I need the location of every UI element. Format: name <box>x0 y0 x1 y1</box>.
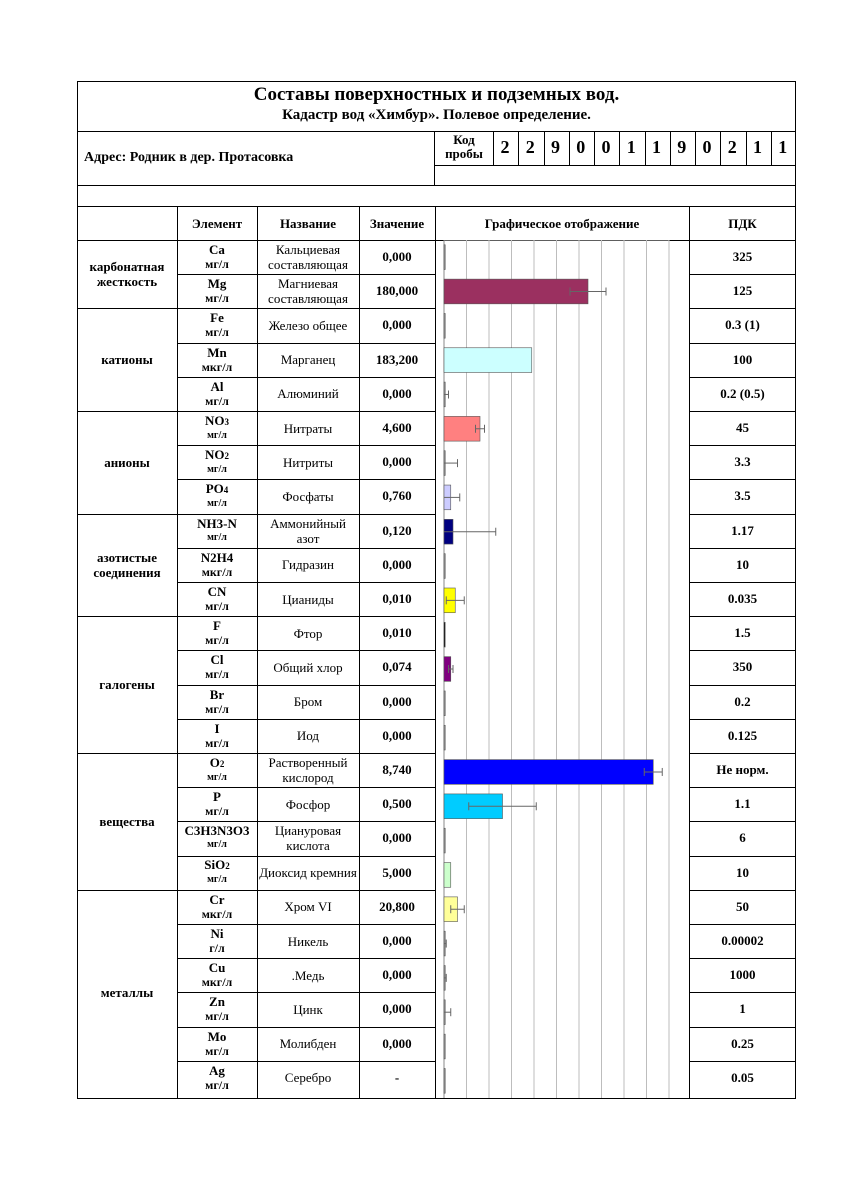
element-symbol <box>177 308 257 342</box>
bar-Ag <box>444 1068 445 1093</box>
bar-Br <box>444 691 445 716</box>
element-formula <box>211 653 224 667</box>
bar-I <box>444 725 445 750</box>
element-symbol <box>177 240 257 274</box>
element-formula <box>214 722 219 736</box>
rule <box>594 131 595 165</box>
rule <box>720 131 721 165</box>
element-symbol <box>177 548 257 582</box>
element-unit: мг/л <box>205 257 229 272</box>
element-symbol <box>177 924 257 958</box>
element-pdk: 45 <box>736 420 749 436</box>
bar-Mn <box>444 348 532 373</box>
element-unit: мкг/л <box>201 975 233 990</box>
rule <box>77 131 796 132</box>
element-formula-text: SiO <box>204 857 226 873</box>
element-unit: мг/л <box>207 839 227 851</box>
element-symbol <box>177 514 257 548</box>
rule <box>435 165 796 166</box>
element-value: 0,000 <box>382 249 412 265</box>
element-value: 5,000 <box>382 864 412 880</box>
element-symbol <box>177 582 257 616</box>
element-unit: мг/л <box>207 874 227 886</box>
element-pdk: 10 <box>736 864 749 880</box>
element-symbol <box>177 787 257 821</box>
element-value: 0,074 <box>382 659 412 675</box>
element-name: Цинк <box>293 1001 323 1017</box>
element-symbol <box>177 685 257 719</box>
element-pdk: 100 <box>732 351 753 367</box>
element-name: Молибден <box>279 1036 337 1052</box>
bar-O2 <box>444 760 653 785</box>
code-digit: 2 <box>500 137 510 157</box>
element-unit: мг/л <box>205 1043 229 1058</box>
element-symbol <box>177 479 257 513</box>
element-symbol <box>177 958 257 992</box>
group-label: металлы <box>100 984 154 1000</box>
element-unit: мг/л <box>205 1077 229 1092</box>
rule <box>746 131 747 165</box>
element-unit: мкг/л <box>201 564 233 579</box>
element-formula <box>210 311 224 325</box>
element-symbol <box>177 377 257 411</box>
element-unit: мг/л <box>207 771 227 783</box>
element-unit: мг/л <box>207 531 227 543</box>
element-formula <box>204 858 229 873</box>
element-formula <box>185 824 250 838</box>
bar-Mo <box>444 1034 445 1059</box>
element-formula <box>210 756 225 771</box>
element-value: 180,000 <box>375 283 419 299</box>
bar-Ca <box>444 245 445 270</box>
element-value: 0,000 <box>382 967 412 983</box>
col-pdk: ПДК <box>728 216 757 231</box>
rule <box>544 131 545 165</box>
code-label <box>435 133 493 161</box>
group-label: вещества <box>99 813 155 829</box>
element-formula <box>208 1030 227 1044</box>
element-formula <box>211 927 224 941</box>
group-label: катионы <box>101 352 153 368</box>
element-symbol <box>177 821 257 855</box>
element-name: Общий хлор <box>273 659 343 675</box>
element-name: Алюминий <box>277 386 339 402</box>
col-element: Элемент <box>191 216 243 231</box>
rule <box>569 131 570 165</box>
element-formula-text: Cu <box>208 960 226 976</box>
element-name: Серебро <box>284 1070 332 1086</box>
element-subscript: 2 <box>219 758 225 769</box>
element-pdk: 125 <box>732 283 753 299</box>
element-symbol <box>177 343 257 377</box>
element-symbol <box>177 992 257 1026</box>
element-pdk: 50 <box>736 898 749 914</box>
element-formula <box>207 346 227 360</box>
element-formula-text: PO <box>205 480 224 496</box>
code-digit: 2 <box>525 137 535 157</box>
element-unit: мкг/л <box>201 359 233 374</box>
element-name: Фтор <box>293 625 323 641</box>
element-symbol <box>177 274 257 308</box>
element-pdk: Не норм. <box>716 762 769 778</box>
element-formula-text: NO <box>205 446 225 462</box>
bar-SiO2 <box>444 863 451 888</box>
rule <box>619 131 620 165</box>
element-symbol <box>177 445 257 479</box>
element-value: 0,000 <box>382 454 412 470</box>
element-formula-text: CN <box>207 584 227 600</box>
element-formula <box>209 893 224 907</box>
element-subscript: 2 <box>224 450 229 461</box>
element-pdk: 0.035 <box>727 591 758 607</box>
element-value: 0,010 <box>382 625 412 641</box>
code-digit: 9 <box>551 137 560 157</box>
element-unit: мг/л <box>205 667 229 682</box>
element-formula <box>209 961 226 975</box>
bar-F <box>444 622 445 647</box>
element-pdk: 0.25 <box>731 1035 754 1051</box>
element-formula-text: Ag <box>209 1062 225 1078</box>
element-formula-text: Ni <box>210 926 224 942</box>
element-name: Иод <box>296 728 320 744</box>
address: Адрес: Родник в дер. Протасовка <box>84 150 294 165</box>
element-unit: мг/л <box>205 804 229 819</box>
element-value: 0,000 <box>382 830 412 846</box>
element-value: 183,200 <box>375 351 419 367</box>
code-digit: 0 <box>576 137 586 157</box>
element-subscript: 4 <box>223 484 229 495</box>
element-unit: мг/л <box>205 633 229 648</box>
element-value: 0,000 <box>382 933 412 949</box>
element-value: 20,800 <box>379 898 415 914</box>
element-pdk: 0.2 <box>734 693 751 709</box>
rule <box>645 131 646 165</box>
page-title: Составы поверхностных и подземных вод. <box>253 84 620 105</box>
element-symbol <box>177 890 257 924</box>
element-formula <box>197 517 237 531</box>
element-value: 0,000 <box>382 693 412 709</box>
element-value: 0,010 <box>382 591 412 607</box>
group-label: азотистые соединения <box>93 549 161 580</box>
element-name: Магниевая составляющая <box>268 276 348 307</box>
element-value: 0,000 <box>382 317 412 333</box>
element-subscript: 2 <box>225 861 230 872</box>
element-formula <box>208 585 227 599</box>
element-value: 8,740 <box>382 762 412 778</box>
element-formula-text: F <box>213 618 221 634</box>
element-pdk: 325 <box>732 249 753 265</box>
element-formula <box>209 995 225 1009</box>
element-value: 0,000 <box>382 556 412 572</box>
code-digit: 1 <box>753 137 762 157</box>
element-formula <box>213 619 221 633</box>
page-subtitle: Кадастр вод «Химбур». Полевое определение. <box>282 107 591 123</box>
element-formula <box>201 551 234 565</box>
element-symbol <box>177 719 257 753</box>
element-pdk: 0.3 (1) <box>725 317 760 333</box>
element-pdk: 3.5 <box>734 488 751 504</box>
element-pdk: 1000 <box>729 967 756 983</box>
bar-C3H3N3O3 <box>444 828 445 853</box>
element-name: Никель <box>287 933 329 949</box>
element-symbol <box>177 1061 257 1095</box>
element-unit: мг/л <box>205 701 229 716</box>
rule <box>77 185 796 186</box>
element-name: Хром VI <box>284 899 332 915</box>
element-name: Цианиды <box>282 591 334 607</box>
element-formula <box>209 243 225 257</box>
element-name: Гидразин <box>282 557 334 573</box>
element-subscript: 3 <box>224 416 229 427</box>
element-formula-text: Cr <box>209 891 225 907</box>
element-formula-text: P <box>213 789 221 805</box>
element-pdk: 6 <box>739 830 746 846</box>
element-formula-text: Mg <box>207 276 227 292</box>
element-formula <box>205 448 229 463</box>
element-formula <box>209 1064 225 1078</box>
element-name: Фосфор <box>285 796 331 812</box>
element-name: Фосфаты <box>282 488 334 504</box>
element-pdk: 1 <box>739 1001 746 1017</box>
rule <box>435 206 436 1099</box>
element-symbol <box>177 411 257 445</box>
element-pdk: 0.05 <box>731 1069 754 1085</box>
element-name: Бром <box>293 694 323 710</box>
bar-N2H4 <box>444 554 445 579</box>
group-label: галогены <box>99 677 155 693</box>
element-value: 0,000 <box>382 385 412 401</box>
element-name: Марганец <box>280 352 336 368</box>
element-unit: мг/л <box>205 1009 229 1024</box>
element-unit: мг/л <box>205 735 229 750</box>
code-digit: 0 <box>601 137 611 157</box>
element-symbol <box>177 616 257 650</box>
element-pdk: 0.125 <box>727 727 758 743</box>
element-value: 0,000 <box>382 727 412 743</box>
element-formula-text: NO <box>205 412 225 428</box>
group-label: анионы <box>104 454 150 470</box>
element-value: 0,760 <box>382 488 412 504</box>
col-name: Название <box>279 216 337 231</box>
code-label-line2: пробы <box>445 146 483 161</box>
element-name: Кальциевая составляющая <box>268 242 348 273</box>
element-value: 0,000 <box>382 1001 412 1017</box>
element-formula <box>206 482 229 497</box>
element-name: Аммонийный азот <box>270 515 346 546</box>
element-name: Циануровая кислота <box>274 823 342 854</box>
rule <box>670 131 671 165</box>
element-name: Диоксид кремния <box>259 865 357 881</box>
element-pdk: 1.1 <box>734 796 751 812</box>
element-formula-text: Mn <box>207 344 227 360</box>
element-pdk: 350 <box>732 659 753 675</box>
element-name: Нитраты <box>283 420 333 436</box>
element-name: Растворенный кислород <box>268 755 348 786</box>
element-formula <box>205 414 229 429</box>
element-name: Нитриты <box>282 454 334 470</box>
element-formula <box>213 790 221 804</box>
element-formula-text: Mo <box>207 1028 227 1044</box>
element-unit: мкг/л <box>201 906 233 921</box>
element-pdk: 10 <box>736 556 749 572</box>
element-pdk: 1.17 <box>731 522 754 538</box>
element-unit: мг/л <box>207 429 227 441</box>
code-digit: 1 <box>778 137 788 157</box>
rule <box>771 131 772 165</box>
element-formula-text: N2H4 <box>200 549 234 565</box>
bar-Mg <box>444 279 588 304</box>
element-name: Железо общее <box>268 317 348 333</box>
element-formula-text: Cl <box>210 652 224 668</box>
element-value: 0,120 <box>382 522 412 538</box>
element-unit: мг/л <box>205 291 229 306</box>
element-formula <box>211 380 224 394</box>
element-unit: мг/л <box>205 393 229 408</box>
code-digit: 1 <box>652 137 661 157</box>
element-symbol <box>177 753 257 787</box>
code-digit: 1 <box>626 137 636 157</box>
element-pdk: 3.3 <box>734 454 751 470</box>
element-value: 0,000 <box>382 1035 412 1051</box>
code-label-line1: Код <box>453 132 475 147</box>
element-value: 0,500 <box>382 796 412 812</box>
element-formula-text: NH3-N <box>197 515 237 531</box>
code-digit: 9 <box>677 137 687 157</box>
element-symbol <box>177 1027 257 1061</box>
element-formula <box>210 688 224 702</box>
element-unit: мг/л <box>205 599 229 614</box>
element-unit: мг/л <box>207 463 227 475</box>
bar-NO3 <box>444 416 480 441</box>
element-formula-text: Ca <box>209 242 225 258</box>
element-formula <box>208 277 227 291</box>
rule <box>518 131 519 165</box>
element-formula-text: Zn <box>209 994 225 1010</box>
element-name: .Медь <box>291 967 325 983</box>
element-formula-text: Al <box>210 378 224 394</box>
element-formula-text: C3H3N3O3 <box>184 823 250 839</box>
group-label: карбонатная жесткость <box>89 259 165 290</box>
element-unit: мг/л <box>207 497 227 509</box>
element-unit: г/л <box>209 941 225 956</box>
element-symbol <box>177 650 257 684</box>
bar-Fe <box>444 313 445 338</box>
element-pdk: 1.5 <box>734 625 751 641</box>
element-formula-text: O <box>209 754 220 770</box>
bar-chart <box>440 240 680 1098</box>
code-digit: 2 <box>727 137 737 157</box>
rule <box>695 131 696 165</box>
col-value: Значение <box>369 216 425 231</box>
element-formula-text: I <box>214 720 220 736</box>
element-value: 4,600 <box>382 420 412 436</box>
element-formula-text: Br <box>209 686 225 702</box>
element-pdk: 0.00002 <box>721 933 764 949</box>
col-graph: Графическое отображение <box>484 216 640 231</box>
element-formula-text: Fe <box>210 310 224 326</box>
element-symbol <box>177 856 257 890</box>
element-value: - <box>394 1069 400 1085</box>
element-pdk: 0.2 (0.5) <box>720 385 765 401</box>
code-digit: 0 <box>702 137 712 157</box>
element-unit: мг/л <box>205 325 229 340</box>
